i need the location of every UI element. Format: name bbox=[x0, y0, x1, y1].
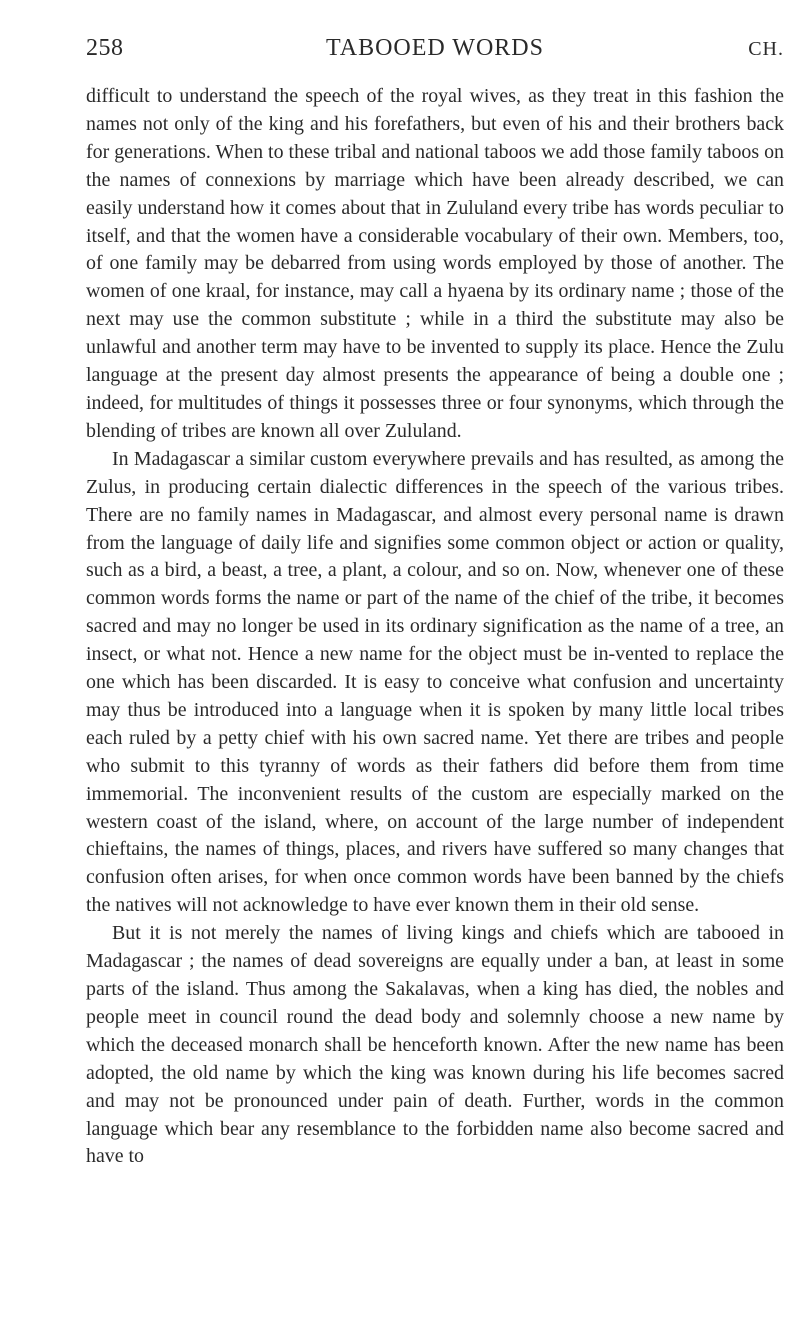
running-title: TABOOED WORDS bbox=[326, 35, 544, 61]
chapter-mark: CH. bbox=[748, 38, 784, 60]
paragraph-madagascar: In Madagascar a similar custom everywhere prevails and has resulted, as among the Zulus, in producing certain dialectic differences in the speech of the various tribes. There are no family names in Madagascar, and almost every personal name is drawn from the language of daily life and signifies some common object or action or quality, such as a bird, a beast, a tree, a plant, a colour, and so on. Now, whenever one of these common words forms the name or part of the name of the chief of the tribe, it becomes sacred and may no longer be used in its ordinary signification as the name of a tree, an insect, or what not. Hence a new name for the object must be in-vented to replace the one which has been discarded. It is easy to conceive what confusion and uncertainty may thus be introduced into a language when it is spoken by many little local tribes each ruled by a petty chief with his own sacred name. Yet there are tribes and people who submit to this tyranny of words as their fathers did before them from time immemorial. The inconvenient results of the custom are especially marked on the western coast of the island, where, on account of the large number of independent chieftains, the names of things, places, and rivers have suffered so many changes that confusion often arises, for when once common words have been banned by the chiefs the natives will not acknowledge to have ever known them in their old sense. bbox=[86, 447, 784, 917]
page-header bbox=[86, 34, 784, 63]
paragraph-dead-sovereigns: But it is not merely the names of living kings and chiefs which are tabooed in Madagascar ; the names of dead sovereigns are equally under a ban, at least in some parts of the island. Thus among the Sakalavas, when a king has died, the nobles and people meet in council round the dead body and solemnly choose a new name by which the deceased monarch shall be henceforth known. After the new name has been adopted, the old name by which the king was known during his life becomes sacred and may not be pronounced under pain of death. Further, words in the common language which bear any resemblance to the forbidden name also become sacred and have to bbox=[86, 922, 784, 1168]
book-page bbox=[86, 34, 784, 1171]
page-number: 258 bbox=[86, 35, 124, 61]
paragraph-continued: difficult to understand the speech of the royal wives, as they treat in this fashion the names not only of the king and his forefathers, but even of his and their brothers back for generations. When to these tribal and national taboos we add those family taboos on the names of connexions by marriage which have been already described, we can easily understand how it comes about that in Zululand every tribe has words peculiar to itself, and that the women have a considerable vocabulary of their own. Members, too, of one family may be debarred from using words employed by those of another. The women of one kraal, for instance, may call a hyaena by its ordinary name ; those of the next may use the common substitute ; while in a third the substitute may also be unlawful and another term may have to be invented to supply its place. Hence the Zulu language at the present day almost presents the appearance of being a double one ; indeed, for multitudes of things it possesses three or four synonyms, which through the blending of tribes are known all over Zululand. bbox=[86, 85, 784, 442]
body-text bbox=[86, 83, 784, 1171]
